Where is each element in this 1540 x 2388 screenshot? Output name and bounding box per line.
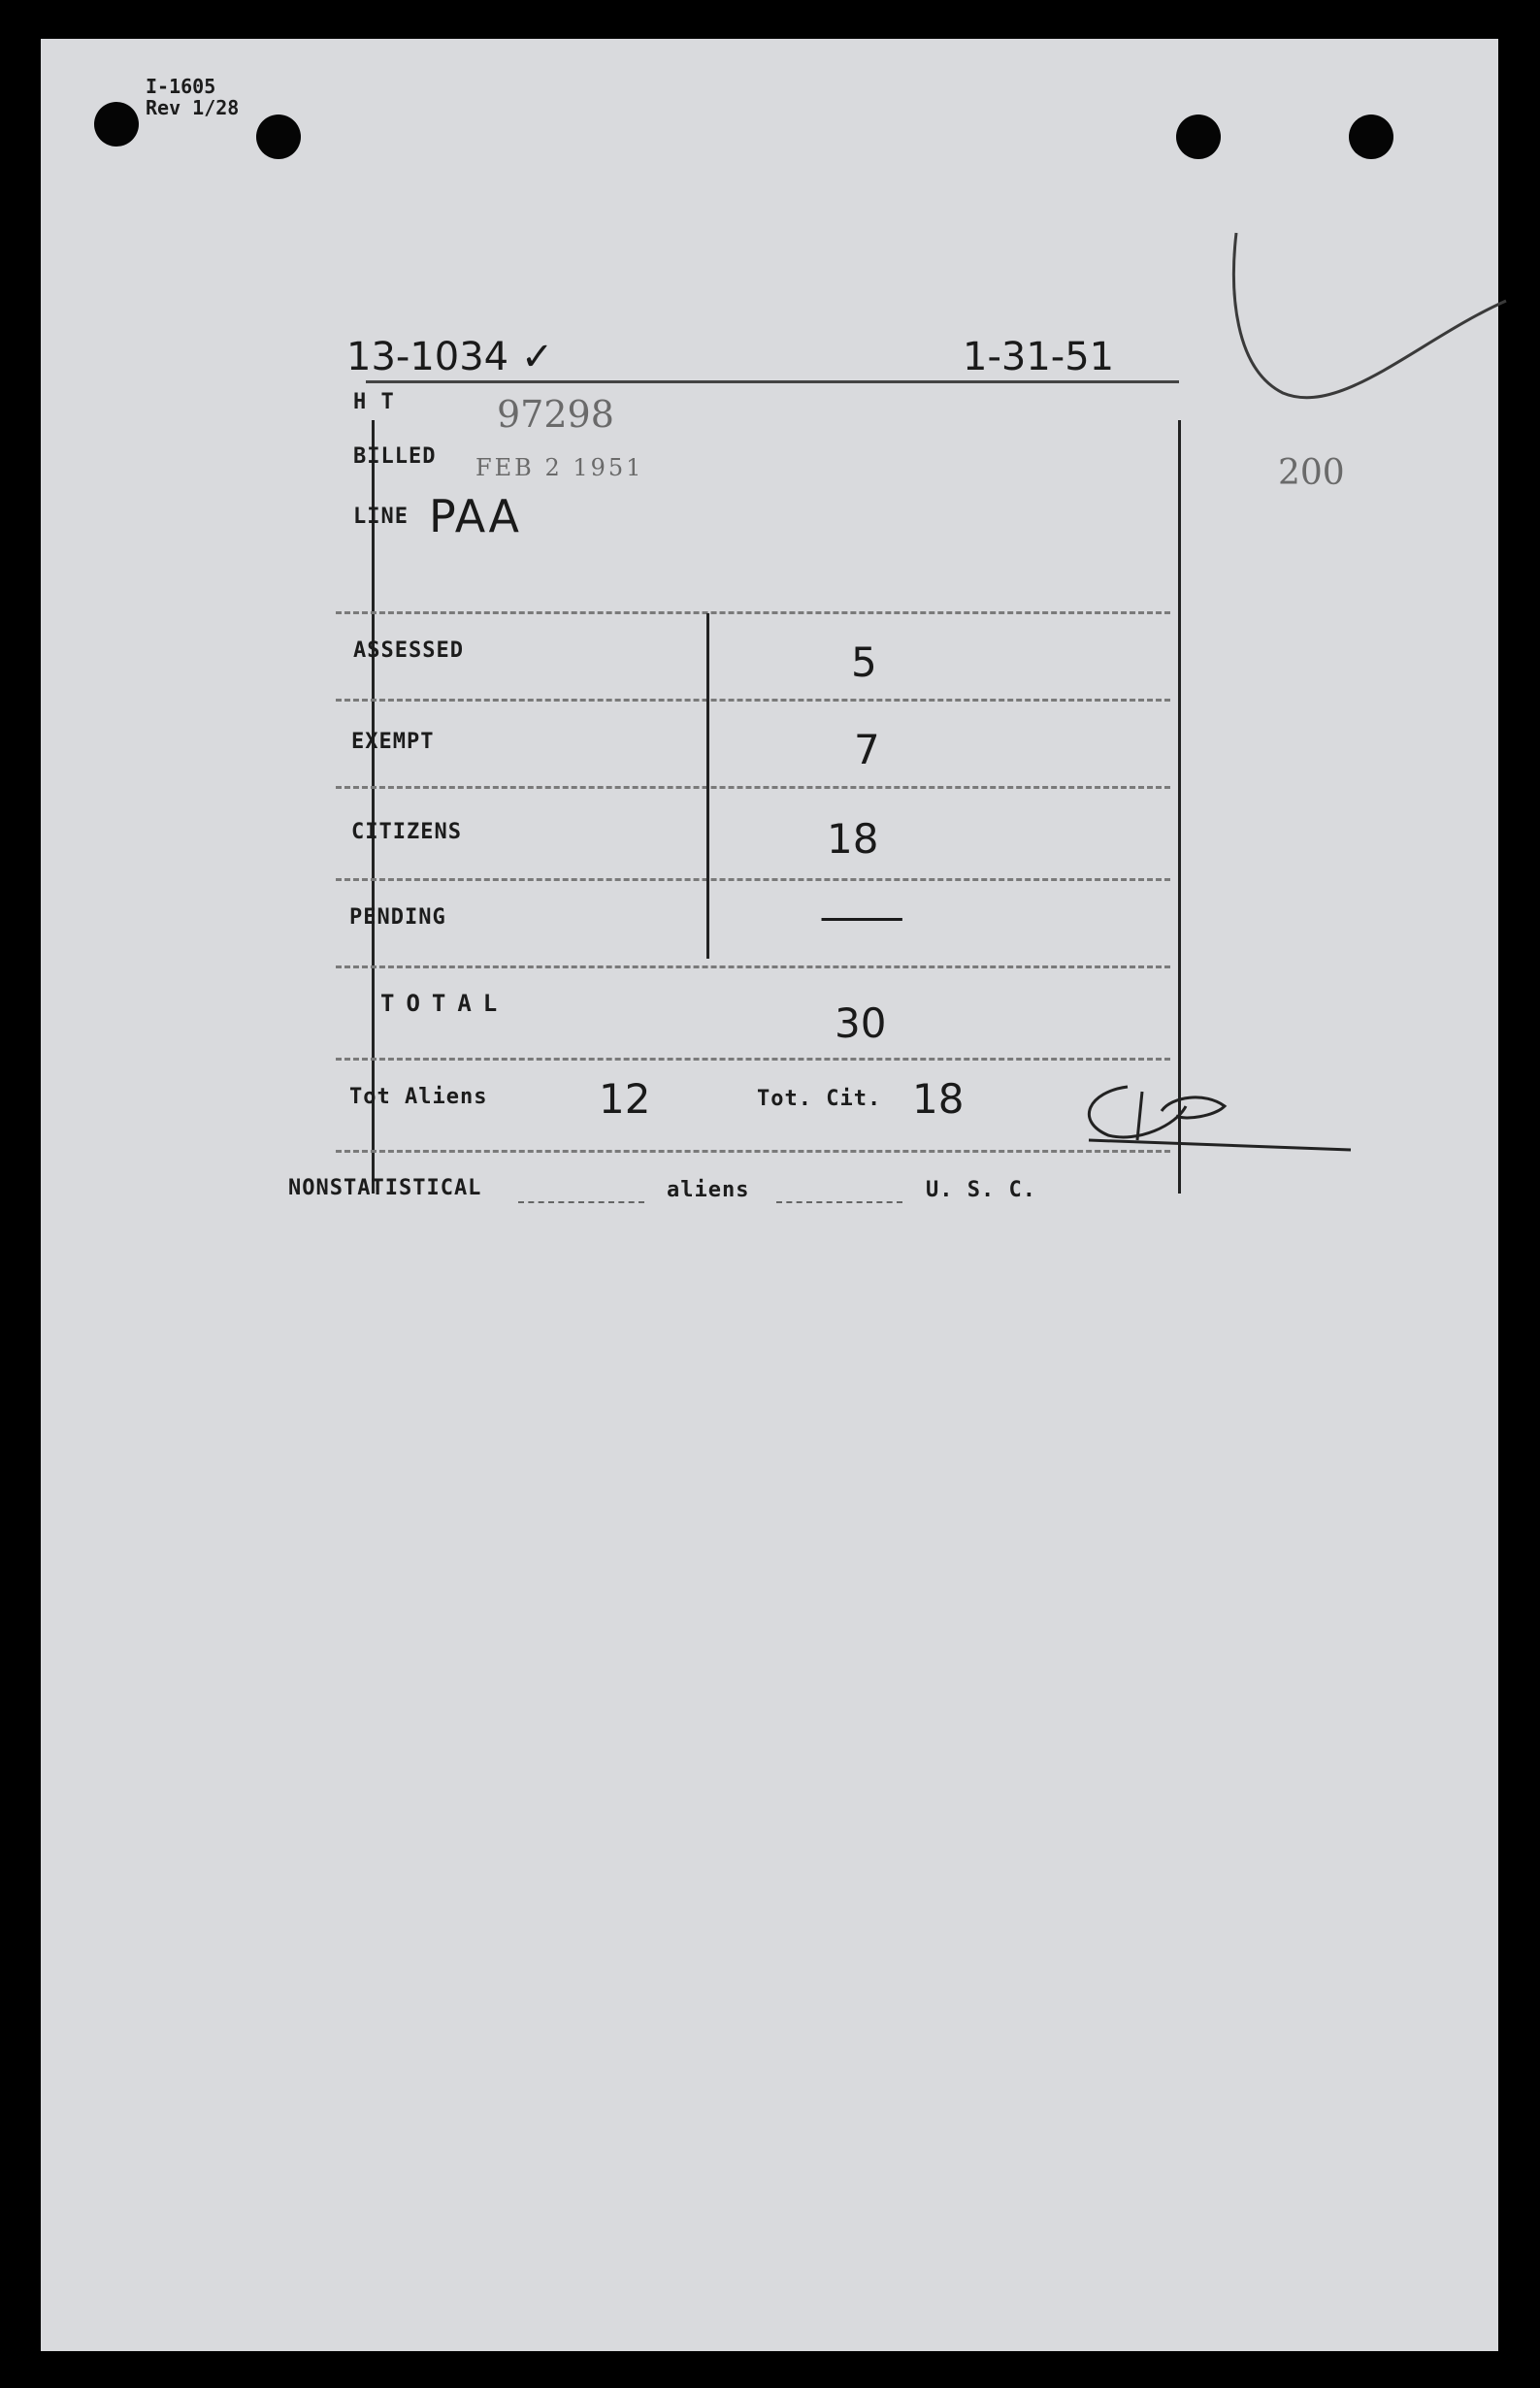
initials-signature bbox=[1069, 1067, 1399, 1174]
file-date: 1-31-51 bbox=[963, 335, 1115, 379]
row-label-assessed: ASSESSED bbox=[353, 638, 464, 663]
nonstatistical-blank-1 bbox=[518, 1201, 644, 1203]
punch-hole-right-1 bbox=[1176, 114, 1221, 159]
rule-6 bbox=[336, 1058, 1170, 1061]
rule-2 bbox=[336, 699, 1170, 702]
ticket-label: H T bbox=[353, 390, 395, 414]
rule-5 bbox=[336, 965, 1170, 968]
form-revision: Rev 1/28 bbox=[146, 96, 240, 119]
file-number: 13-1034 ✓ bbox=[346, 335, 554, 379]
document-page bbox=[41, 39, 1498, 2351]
tot-aliens-value: 12 bbox=[599, 1075, 651, 1123]
ticket-number: 97298 bbox=[497, 393, 614, 436]
punch-hole-left-1 bbox=[94, 102, 139, 147]
form-number-block bbox=[146, 76, 239, 118]
tot-cit-label: Tot. Cit. bbox=[757, 1087, 882, 1111]
top-rule bbox=[366, 380, 1179, 383]
line-label: LINE bbox=[353, 505, 409, 529]
total-value: 30 bbox=[835, 999, 887, 1047]
line-value: PAA bbox=[429, 490, 522, 542]
column-divider bbox=[706, 613, 709, 959]
side-number: 200 bbox=[1278, 453, 1345, 493]
check-mark-icon bbox=[1225, 223, 1516, 456]
rule-4 bbox=[336, 878, 1170, 881]
row-label-citizens: CITIZENS bbox=[351, 820, 462, 844]
rule-7 bbox=[336, 1150, 1170, 1153]
punch-hole-right-2 bbox=[1349, 114, 1393, 159]
nonstatistical-label: NONSTATISTICAL bbox=[288, 1176, 482, 1200]
aliens-label: aliens bbox=[667, 1178, 750, 1202]
tot-cit-value: 18 bbox=[912, 1075, 965, 1123]
row-value-assessed: 5 bbox=[851, 638, 877, 686]
row-value-citizens: 18 bbox=[827, 815, 879, 863]
usc-label: U. S. C. bbox=[926, 1178, 1036, 1202]
form-number: I-1605 bbox=[146, 75, 216, 98]
nonstatistical-blank-2 bbox=[776, 1201, 902, 1203]
rule-3 bbox=[336, 786, 1170, 789]
tot-aliens-label: Tot Aliens bbox=[349, 1085, 488, 1109]
row-value-pending: — bbox=[817, 893, 907, 940]
total-label: TOTAL bbox=[380, 990, 509, 1017]
punch-hole-left-2 bbox=[256, 114, 301, 159]
row-label-exempt: EXEMPT bbox=[351, 730, 435, 754]
row-label-pending: PENDING bbox=[349, 905, 446, 930]
rule-1 bbox=[336, 611, 1170, 614]
billed-date: FEB 2 1951 bbox=[475, 454, 644, 481]
row-value-exempt: 7 bbox=[854, 726, 880, 773]
billed-label: BILLED bbox=[353, 444, 437, 469]
